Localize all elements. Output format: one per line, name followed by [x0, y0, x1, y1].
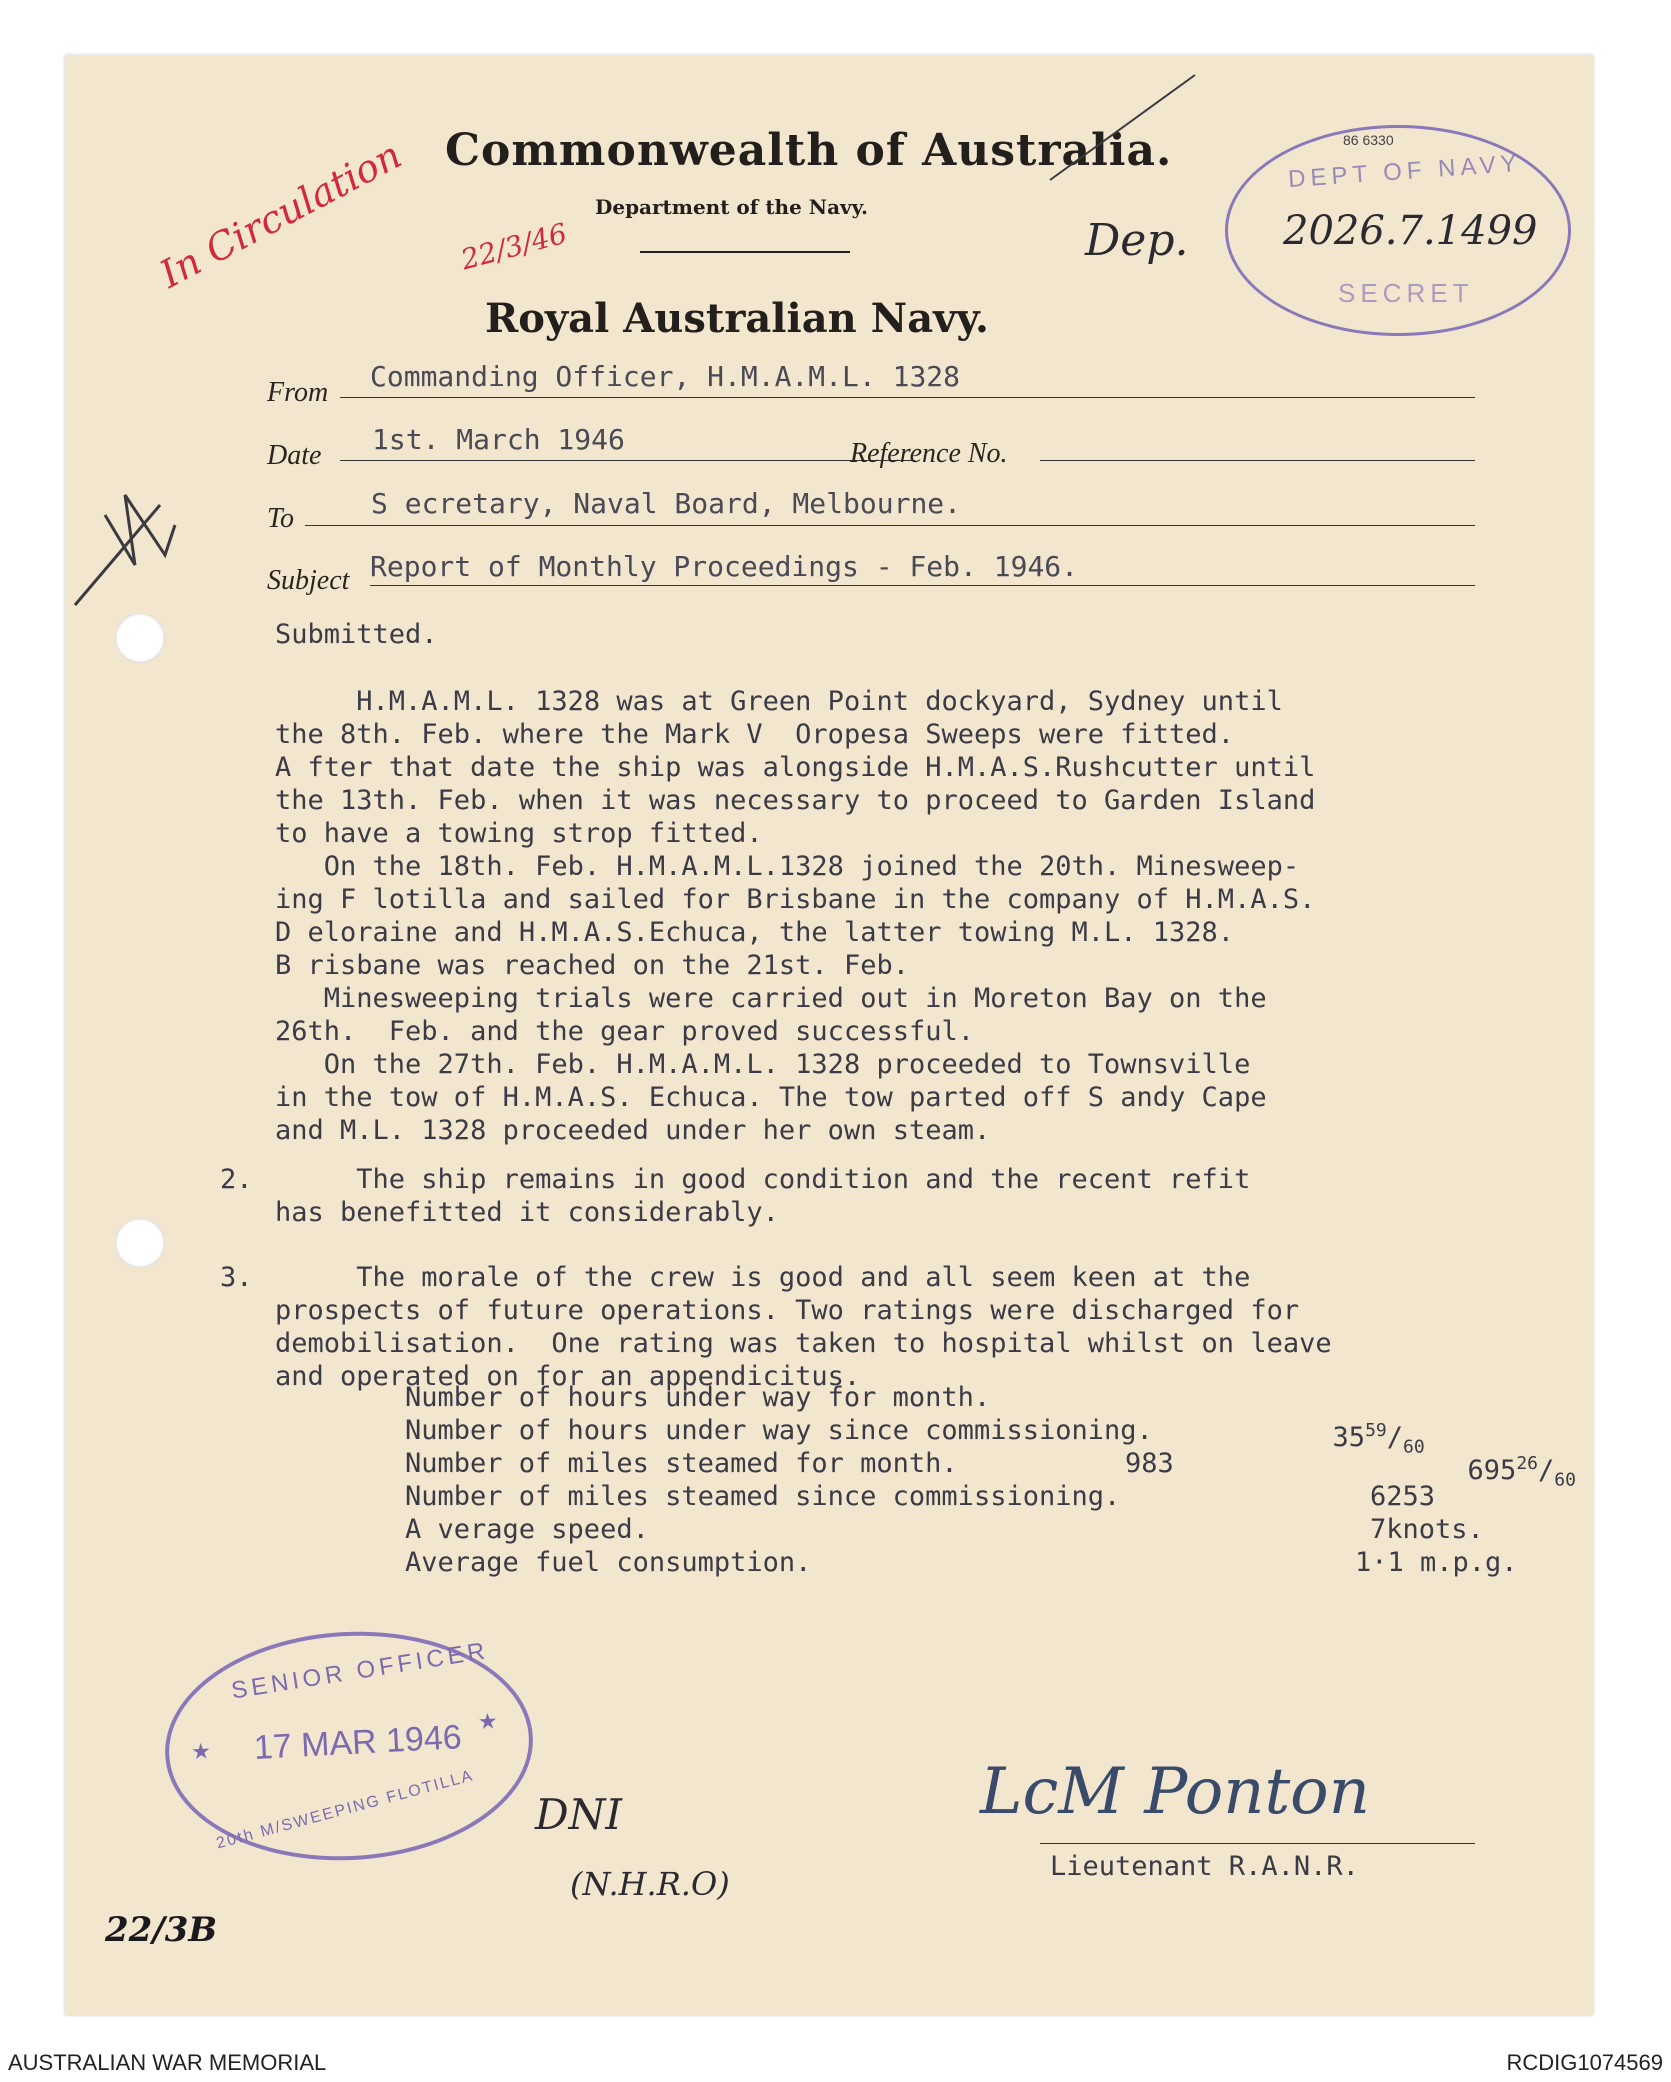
paragraph-line: A fter that date the ship was alongside H.M.A.S.Rushcutter until	[275, 752, 1316, 783]
letterhead-title: Commonwealth of Australia.	[445, 125, 1173, 176]
to-line	[305, 525, 1475, 526]
to-label: To	[267, 503, 295, 534]
document-page	[65, 55, 1593, 2015]
stat-value: 1·1 m.p.g.	[1355, 1547, 1518, 1578]
stat-value-sup: 26	[1516, 1453, 1539, 1474]
reference-line	[1040, 460, 1475, 461]
punch-hole-bottom	[115, 1218, 165, 1268]
paragraph-line: H.M.A.M.L. 1328 was at Green Point dockyard, Sydney until	[275, 686, 1283, 717]
from-label: From	[267, 377, 329, 408]
stamp-top-text: DEPT OF NAVY	[1287, 149, 1523, 194]
opening-text: Submitted.	[275, 619, 438, 650]
stat-label: Number of miles steamed since commissioning.	[405, 1481, 1121, 1512]
stat-label: A verage speed.	[405, 1514, 649, 1545]
paragraph-line: and operated on for an appendicitus.	[275, 1361, 861, 1392]
paragraph-1	[275, 685, 1315, 1147]
stat-label: Number of hours under way since commissioning.	[405, 1415, 1153, 1446]
dept-navy-stamp	[1225, 125, 1571, 336]
pen-scribble-icon	[65, 455, 185, 615]
reference-label: Reference No.	[850, 438, 1008, 469]
red-circulation-note: In Circulation	[152, 132, 409, 297]
star-icon: ★	[477, 1708, 499, 1735]
senior-officer-stamp	[159, 1623, 538, 1870]
footer-left: AUSTRALIAN WAR MEMORIAL	[8, 2050, 327, 2075]
stat-value: 983	[1125, 1448, 1174, 1479]
paragraph-line: in the tow of H.M.A.S. Echuca. The tow parted off S andy Cape	[275, 1082, 1267, 1113]
date-value: 1st. March 1946	[372, 423, 625, 456]
paragraph-line: On the 27th. Feb. H.M.A.M.L. 1328 proceeded to Townsville	[275, 1049, 1251, 1080]
date-label: Date	[267, 440, 322, 471]
subject-label: Subject	[267, 565, 350, 596]
stamp-bottom-text: SECRET	[1338, 278, 1474, 308]
star-icon: ★	[190, 1738, 212, 1765]
stat-value: 7knots.	[1370, 1514, 1484, 1545]
dep-note: Dep.	[1085, 215, 1189, 266]
paragraph-line: ing F lotilla and sailed for Brisbane in the company of H.M.A.S.	[275, 884, 1316, 915]
from-value: Commanding Officer, H.M.A.M.L. 1328	[370, 360, 961, 393]
stat-value: 6253	[1370, 1481, 1436, 1512]
paragraph-line: and M.L. 1328 proceeded under her own steam.	[275, 1115, 991, 1146]
paragraph-2	[275, 1163, 1250, 1229]
diagonal-pen-line	[1045, 70, 1205, 190]
date-line	[340, 460, 915, 461]
nhro-note: (N.H.R.O)	[570, 1865, 730, 1903]
stamp-bottom-text: 20th M/SWEEPING FLOTILLA	[214, 1767, 476, 1853]
stat-value-main: 695	[1467, 1455, 1517, 1486]
letterhead-department: Department of the Navy.	[595, 195, 868, 219]
file-ref-note: 22/3B	[105, 1910, 218, 1950]
stat-label: Average fuel consumption.	[405, 1547, 812, 1578]
paragraph-line: to have a towing strop fitted.	[275, 818, 763, 849]
stat-value: $35^{59}/_{60}$	[1332, 1420, 1425, 1458]
stamp-small-number: 86 6330	[1343, 132, 1394, 148]
paragraph-line: 26th. Feb. and the gear proved successful.	[275, 1016, 974, 1047]
paragraph-line: On the 18th. Feb. H.M.A.M.L.1328 joined the 20th. Minesweep-	[275, 851, 1300, 882]
paragraph-line: The ship remains in good condition and the recent refit	[275, 1164, 1251, 1195]
subject-line	[370, 585, 1475, 586]
paragraph-line: D eloraine and H.M.A.S.Echuca, the latter towing M.L. 1328.	[275, 917, 1235, 948]
stat-value: $695^{26}/_{60}$	[1467, 1453, 1576, 1491]
paragraph-line: has benefitted it considerably.	[275, 1197, 779, 1228]
paragraph-3-number: 3.	[220, 1262, 253, 1293]
stat-value-main: 35	[1332, 1422, 1366, 1453]
stamp-date: 17 MAR 1946	[252, 1718, 463, 1767]
paragraph-line: Minesweeping trials were carried out in Moreton Bay on the	[275, 983, 1267, 1014]
stamp-number: 2026.7.1499	[1283, 208, 1538, 254]
from-line	[340, 397, 1475, 398]
stat-label: Number of miles steamed for month.	[405, 1448, 958, 1479]
red-initials-note: 22/3/46	[457, 216, 571, 277]
dni-note: DNI	[535, 1790, 623, 1839]
stat-value-sub: 60	[1554, 1469, 1576, 1491]
letterhead-service: Royal Australian Navy.	[485, 295, 989, 342]
paragraph-line: B risbane was reached on the 21st. Feb.	[275, 950, 909, 981]
paragraph-line: the 13th. Feb. when it was necessary to proceed to Garden Island	[275, 785, 1316, 816]
footer-right: RCDIG1074569	[1506, 2050, 1663, 2075]
paragraph-3	[275, 1261, 1332, 1393]
letterhead-divider	[640, 251, 850, 253]
signature-line	[1040, 1843, 1475, 1844]
punch-hole-top	[115, 613, 165, 663]
paragraph-line: The morale of the crew is good and all seem keen at the	[275, 1262, 1251, 1293]
paragraph-line: prospects of future operations. Two ratings were discharged for	[275, 1295, 1300, 1326]
signature-rank: Lieutenant R.A.N.R.	[1050, 1851, 1359, 1882]
signature: LcM Ponton	[980, 1755, 1370, 1829]
stat-value-sup: 59	[1365, 1420, 1387, 1441]
paragraph-line: the 8th. Feb. where the Mark V Oropesa Sweeps were fitted.	[275, 719, 1235, 750]
paragraph-line: demobilisation. One rating was taken to hospital whilst on leave	[275, 1328, 1332, 1359]
paragraph-2-number: 2.	[220, 1164, 253, 1195]
subject-value: Report of Monthly Proceedings - Feb. 1946.	[370, 550, 1079, 583]
stamp-top-text: SENIOR OFFICER	[229, 1637, 491, 1705]
to-value: S ecretary, Naval Board, Melbourne.	[371, 487, 962, 520]
stat-value-sub: 60	[1403, 1436, 1425, 1458]
stat-label: Number of hours under way for month.	[405, 1382, 991, 1413]
